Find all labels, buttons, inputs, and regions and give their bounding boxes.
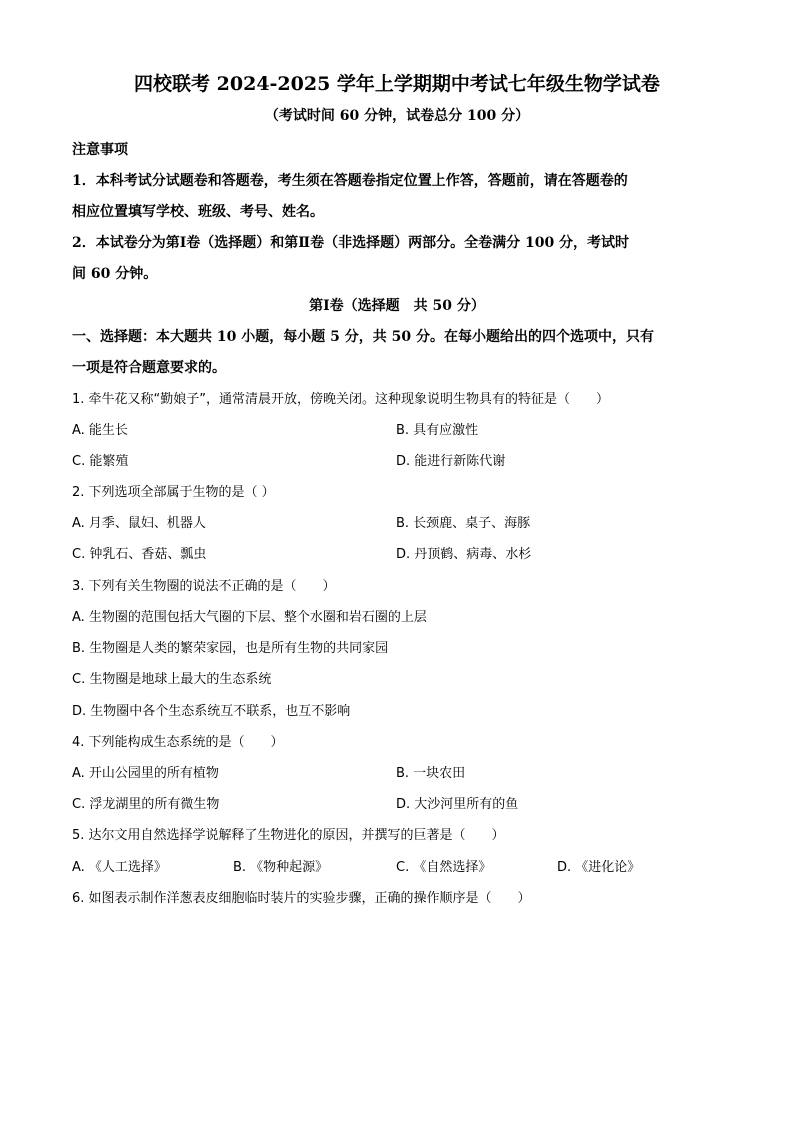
question-4-option-a: A. 开山公园里的所有植物 — [72, 766, 219, 781]
question-3-option-c: C. 生物圈是地球上最大的生态系统 — [72, 672, 272, 687]
notice-heading: 注意事项 — [72, 142, 128, 158]
question-1-option-d: D. 能进行新陈代谢 — [396, 454, 506, 469]
question-6-stem: 6. 如图表示制作洋葱表皮细胞临时装片的实验步骤，正确的操作顺序是（ ） — [72, 891, 531, 906]
question-1-option-a: A. 能生长 — [72, 423, 128, 438]
question-5-option-c: C. 《自然选择》 — [396, 860, 492, 875]
question-1-stem: 1. 牵牛花又称“勤娘子”，通常清晨开放，傍晚关闭。这种现象说明生物具有的特征是（ ） — [72, 392, 610, 407]
notice-item-2-line-2: 间 60 分钟。 — [72, 266, 158, 282]
question-3-option-a: A. 生物圈的范围包括大气圈的下层、整个水圈和岩石圈的上层 — [72, 610, 427, 625]
question-3-option-d: D. 生物圈中各个生态系统互不联系，也互不影响 — [72, 704, 351, 719]
exam-title: 四校联考 2024-2025 学年上学期期中考试七年级生物学试卷 — [134, 73, 660, 95]
question-5-option-d: D. 《进化论》 — [557, 860, 641, 875]
notice-item-1-line-2: 相应位置填写学校、班级、考号、姓名。 — [72, 204, 324, 220]
question-5-stem: 5. 达尔文用自然选择学说解释了生物进化的原因，并撰写的巨著是（ ） — [72, 828, 505, 843]
question-4-option-b: B. 一块农田 — [396, 766, 466, 781]
notice-item-2-line-1: 2．本试卷分为第Ⅰ卷（选择题）和第Ⅱ卷（非选择题）两部分。全卷满分 100 分，考试时 — [72, 235, 630, 251]
part-1-heading: 第Ⅰ卷（选择题 共 50 分） — [309, 298, 485, 314]
question-4-option-d: D. 大沙河里所有的鱼 — [396, 797, 519, 812]
question-1-option-c: C. 能繁殖 — [72, 454, 129, 469]
question-2-stem: 2. 下列选项全部属于生物的是（ ） — [72, 485, 275, 500]
question-2-option-c: C. 钟乳石、香菇、瓢虫 — [72, 547, 207, 562]
question-3-stem: 3. 下列有关生物圈的说法不正确的是（ ） — [72, 579, 336, 594]
question-5-option-a: A. 《人工选择》 — [72, 860, 167, 875]
exam-subtitle: （考试时间 60 分钟，试卷总分 100 分） — [264, 108, 530, 124]
section-instruction-line-2: 一项是符合题意要求的。 — [72, 360, 226, 376]
question-3-option-b: B. 生物圈是人类的繁荣家园，也是所有生物的共同家园 — [72, 641, 389, 656]
question-2-option-b: B. 长颈鹿、桌子、海豚 — [396, 516, 531, 531]
question-2-option-a: A. 月季、鼠妇、机器人 — [72, 516, 206, 531]
section-instruction-line-1: 一、选择题：本大题共 10 小题，每小题 5 分，共 50 分。在每小题给出的四个选项中，只有 — [72, 329, 654, 345]
question-4-stem: 4. 下列能构成生态系统的是（ ） — [72, 735, 284, 750]
notice-item-1-line-1: 1．本科考试分试题卷和答题卷，考生须在答题卷指定位置上作答，答题前，请在答题卷的 — [72, 173, 628, 189]
question-4-option-c: C. 浮龙湖里的所有微生物 — [72, 797, 220, 812]
question-2-option-d: D. 丹顶鹤、病毒、水杉 — [396, 547, 532, 562]
question-1-option-b: B. 具有应激性 — [396, 423, 479, 438]
question-5-option-b: B. 《物种起源》 — [233, 860, 329, 875]
